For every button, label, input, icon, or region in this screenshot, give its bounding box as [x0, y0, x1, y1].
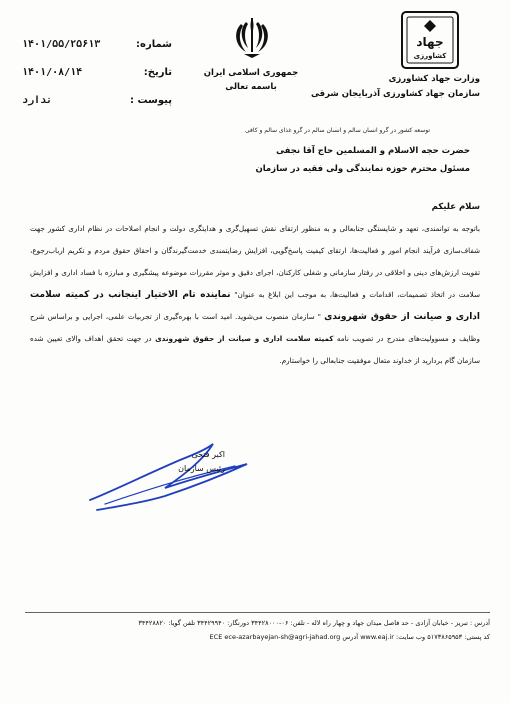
footer — [25, 616, 490, 644]
addressee-title: مسئول محترم حوزه نمایندگی ولی فقیه در سازمان — [255, 164, 470, 174]
attachment-row — [22, 86, 172, 114]
footer-divider — [25, 612, 490, 613]
addressee — [50, 142, 470, 178]
footer-address-label: آدرس — [342, 633, 359, 641]
email-link[interactable]: ece-azarbayejan-sh@agri-jahad.org — [224, 633, 341, 641]
iran-emblem-icon — [232, 14, 272, 60]
addressee-name: حضرت حجه الاسلام و المسلمین حاج آقا نجفی — [276, 146, 470, 156]
body-paragraph — [30, 218, 480, 372]
signature-block — [105, 448, 225, 476]
signer-name: اکبر فتحی — [191, 450, 225, 459]
motto: توسعه کشور در گرو انسان سالم و انسان سالم در گرو غذای سالم و کافی — [245, 127, 430, 134]
date-label: تاریخ: — [143, 66, 172, 78]
jahad-logo-icon — [400, 10, 460, 70]
letter-meta — [22, 30, 172, 114]
letter-body — [30, 218, 480, 372]
ministry-name: وزارت جهاد کشاورزی — [388, 74, 480, 84]
organization-name — [300, 72, 480, 102]
logo-text-top: جهاد — [416, 35, 444, 49]
greeting: سلام علیکم — [431, 202, 480, 212]
ece-label: ECE — [209, 633, 223, 641]
footer-contacts — [25, 630, 490, 644]
signer-title: رئیس سازمان — [178, 464, 225, 473]
appointment-title: نماینده تام الاختیار اینجانب در کمیته سلامت اداری و صیانت از حقوق شهروندی — [30, 290, 480, 322]
body-text-3: در جهت تحقق اهداف والای تعیین شده سازمان گام بردارید از خداوند متعال موفقیت جنابعالی را خواستارم. — [30, 334, 480, 365]
footer-address: آدرس : تبریز - خیابان آزادی - حد فاصل میدان جهاد و چهار راه لاله - تلفن: ۰۶-۳۴۴۲۸۰۰۰ دورنگار: ۳۴۴۲۹۹۴۰ تلفن گویا: ۳۴۴۲۸۸۲۰ — [138, 619, 490, 627]
center-title — [190, 66, 312, 94]
body-text-2: " سازمان منصوب می‌شوید. امید است با بهره‌گیری از تجربیات علمی، اجرایی و براساس شرح وظایف و مسوولیت‌های مندرج در تصویب نامه — [30, 312, 480, 343]
number-label: شماره: — [136, 38, 172, 50]
number-row — [22, 30, 172, 58]
website-link[interactable]: www.eaj.ir — [360, 633, 394, 641]
republic-name: جمهوری اسلامی ایران — [203, 68, 299, 78]
number-value: ۱۴۰۱/۵۵/۲۵۶۱۳ — [22, 38, 101, 50]
attachment-label: پیوست : — [129, 94, 172, 106]
footer-postcode: کد پستی: ۵۱۷۳۸۶۵۹۵۳ وب سایت: — [396, 633, 490, 641]
organization-branch: سازمان جهاد کشاورزی آذربایجان شرقی — [310, 89, 480, 99]
body-text-1: باتوجه به توانمندی، تعهد و شایستگی جنابعالی و به منظور ارتقای نقش تسهیل‌گری و هدایتگری دولت و انجام اصلاحات در نظام اداری کشور جهت شفاف‌سازی فرآیند انجام امور و فعالیت‌ها، ارتقای کیفیت پاسخ‌گویی، افزایش رضایتمندی خدمت‌گیرندگان و احقاق حقوق مردم و تکریم ارباب‌رجوع، تقویت ارزش‌های دینی و اخلاقی در رفتار سازمانی و شغلی کارکنان، اجرای دقیق و موثر مقررات موضوعه پیشگیری و مبارزه با فساد اداری و افزایش سلامت در اتخاذ تصمیمات، اقدامات و فعالیت‌ها، به موجب این ابلاغ به عنوان" — [30, 224, 480, 299]
date-value: ۱۴۰۱/۰۸/۱۴ — [22, 66, 83, 78]
date-row — [22, 58, 172, 86]
basmala: باسمه تعالی — [225, 82, 277, 92]
committee-name: کمیته سلامت اداری و صیانت از حقوق شهروندی — [155, 334, 334, 343]
attachment-value: ندارد — [22, 94, 53, 106]
logo-text-bottom: کشاورزی — [413, 52, 447, 60]
